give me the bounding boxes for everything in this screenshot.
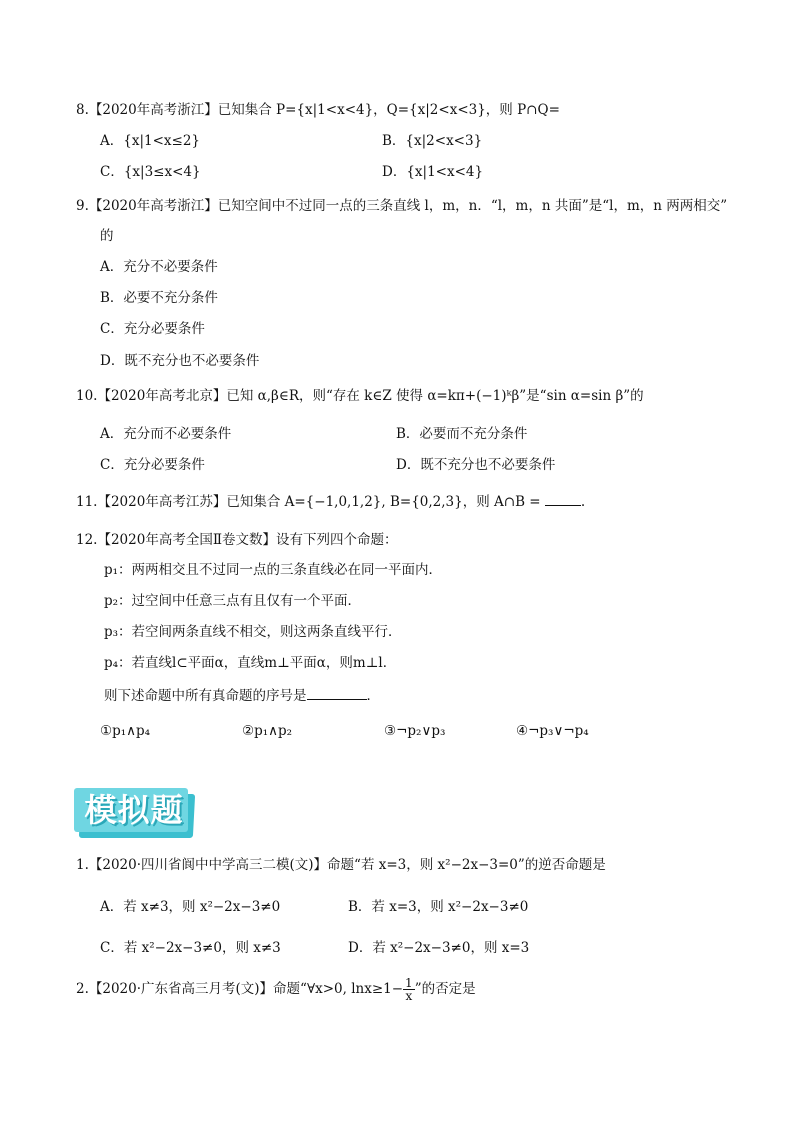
question-12-ask bbox=[104, 686, 380, 705]
section-banner bbox=[74, 788, 196, 840]
section-title: 模拟题 bbox=[84, 791, 184, 829]
question-9-option-b: B．必要不充分条件 bbox=[100, 290, 218, 306]
fraction-denominator: x bbox=[405, 989, 413, 1003]
proposition-p1: p₁：两两相交且不过同一点的三条直线必在同一平面内． bbox=[104, 562, 443, 578]
proposition-p3: p₃：若空间两条直线不相交，则这两条直线平行． bbox=[104, 624, 402, 640]
answer-blank bbox=[307, 686, 367, 700]
mock-question-1-option-b: B．若 x=3，则 x²−2x−3≠0 bbox=[348, 899, 529, 915]
question-12-stem: 12.【2020年高考全国Ⅱ卷文数】设有下列四个命题： bbox=[76, 532, 398, 548]
mock-question-1-option-a: A．若 x≠3，则 x²−2x−3≠0 bbox=[100, 899, 281, 915]
mock-question-1-option-c: C．若 x²−2x−3≠0，则 x≠3 bbox=[100, 940, 281, 956]
question-11 bbox=[76, 492, 585, 511]
mock-question-2-stem-a: 2.【2020·广东省高三月考(文)】命题“∀x>0, lnx≥1− bbox=[76, 981, 404, 997]
question-9-option-a: A．充分不必要条件 bbox=[100, 259, 218, 275]
question-10-option-d: D．既不充分也不必要条件 bbox=[396, 457, 556, 473]
question-8-option-a: A．{x|1<x≤2} bbox=[100, 133, 201, 149]
question-11-stem: 11.【2020年高考江苏】已知集合 A={−1,0,1,2}, B={0,2,3}，则 A∩B = bbox=[76, 494, 541, 510]
question-8-option-d: D．{x|1<x<4} bbox=[382, 164, 484, 180]
question-11-end: . bbox=[580, 494, 586, 510]
question-9-option-d: D．既不充分也不必要条件 bbox=[100, 353, 260, 369]
proposition-p4: p₄：若直线l⊂平面α，直线m⊥平面α，则m⊥l． bbox=[104, 655, 397, 671]
answer-blank bbox=[545, 492, 581, 506]
question-12-option-2: ②p₁∧p₂ bbox=[242, 723, 293, 739]
mock-question-1-option-d: D．若 x²−2x−3≠0，则 x=3 bbox=[348, 940, 530, 956]
question-9-stem-continued: 的 bbox=[100, 228, 114, 244]
question-8-option-b: B．{x|2<x<3} bbox=[382, 133, 483, 149]
question-10-stem: 10.【2020年高考北京】已知 α,β∈R，则“存在 k∈Z 使得 α=kπ+(−1)ᵏβ”是“sin α=sin β”的 bbox=[76, 388, 644, 404]
question-12-option-4: ④¬p₃∨¬p₄ bbox=[516, 723, 589, 739]
fraction-numerator: 1 bbox=[405, 976, 413, 990]
question-9-stem: 9.【2020年高考浙江】已知空间中不过同一点的三条直线 l，m，n．“l，m，n 共面”是“l，m，n 两两相交” bbox=[76, 198, 728, 214]
question-8-stem: 8.【2020年高考浙江】已知集合 P={x|1<x<4}，Q={x|2<x<3}，则 P∩Q= bbox=[76, 102, 560, 118]
mock-question-1-stem: 1.【2020·四川省阆中中学高三二模(文)】命题“若 x=3，则 x²−2x−3=0”的逆否命题是 bbox=[76, 857, 606, 873]
question-10-option-b: B．必要而不充分条件 bbox=[396, 426, 528, 442]
question-9-option-c: C．充分必要条件 bbox=[100, 321, 205, 337]
proposition-p2: p₂：过空间中任意三点有且仅有一个平面． bbox=[104, 593, 362, 609]
question-12-ask-end: ． bbox=[366, 688, 380, 704]
question-12-ask-text: 则下述命题中所有真命题的序号是 bbox=[104, 688, 307, 704]
question-12-option-3: ③¬p₂∨p₃ bbox=[384, 723, 446, 739]
mock-question-2-stem bbox=[76, 972, 476, 1006]
question-8-option-c: C．{x|3≤x<4} bbox=[100, 164, 201, 180]
mock-question-2-stem-b: ”的否定是 bbox=[414, 981, 476, 997]
question-12-option-1: ①p₁∧p₄ bbox=[100, 723, 151, 739]
question-10-option-c: C．充分必要条件 bbox=[100, 457, 205, 473]
fraction bbox=[403, 977, 415, 1002]
question-10-option-a: A．充分而不必要条件 bbox=[100, 426, 232, 442]
